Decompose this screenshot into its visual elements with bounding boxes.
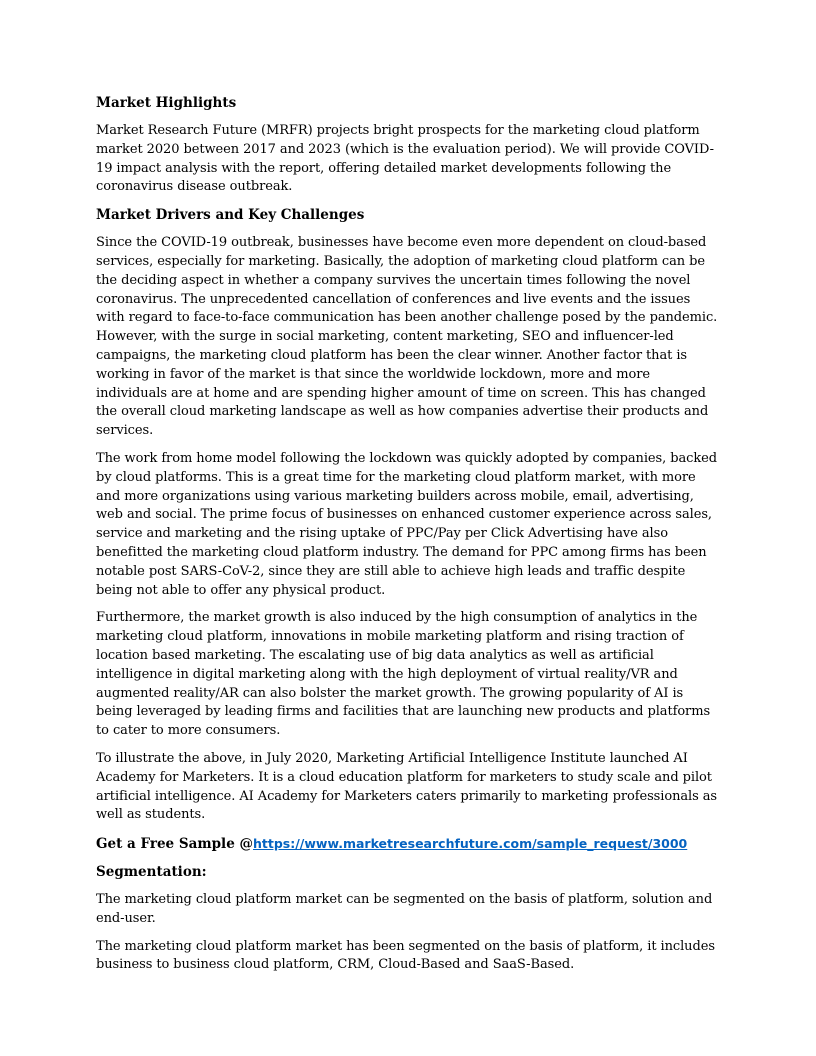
drivers-paragraph-2: The work from home model following the lockdown was quickly adopted by companies, backed by cloud platforms. This is a great time for the marketing cloud platform market, with more and more organizations using various marketing builders across mobile, email, advertising, web and social. The prime focus of businesses on enhanced customer experience across sales, service and marketing and the rising uptake of PPC/Pay per Click Advertising have also benefitted the marketing cloud platform industry. The demand for PPC among firms has been notable post SARS-CoV-2, since they are still able to achieve high leads and traffic despite being not able to offer any physical product. [96,450,717,598]
market-highlights-heading: Market Highlights [96,95,237,111]
market-highlights-paragraph: Market Research Future (MRFR) projects bright prospects for the marketing cloud platform market 2020 between 2017 and 2023 (which is the evaluation period). We will provide COVID-19 impact analysis with the report, offering detailed market developments following the coronavirus disease outbreak. [96,123,714,195]
market-drivers-heading: Market Drivers and Key Challenges [96,207,365,224]
segmentation-paragraph-1: The marketing cloud platform market can be segmented on the basis of platform, solution and end-user. [96,892,713,926]
free-sample-label: Get a Free Sample @ [96,836,253,853]
drivers-paragraph-1: Since the COVID-19 outbreak, businesses have become even more dependent on cloud-based services, especially for marketing. Basically, the adoption of marketing cloud platform can be the deciding aspect in whether a company survives the uncertain times following the novel coronavirus. The unprecedented cancellation of conferences and live events and the issues with regard to face-to-face communication has been another challenge posed by the pandemic. However, with the surge in social marketing, content marketing, SEO and influencer-led campaigns, the marketing cloud platform has been the clear winner. Another factor that is working in favor of the market is that since the worldwide lockdown, more and more individuals are at home and are spending higher amount of time on screen. This has changed the overall cloud marketing landscape as well as how companies advertise their products and services. [96,235,718,439]
drivers-paragraph-3: Furthermore, the market growth is also induced by the high consumption of analytics in the marketing cloud platform, innovations in mobile marketing platform and rising traction of location based marketing. The escalating use of big data analytics as well as artificial intelligence in digital marketing along with the high deployment of virtual reality/VR and augmented reality/AR can also bolster the market growth. The growing popularity of AI is being leveraged by leading firms and facilities that are launching new products and platforms to cater to more consumers. [96,610,711,739]
segmentation-heading: Segmentation: [96,864,207,881]
segmentation-paragraph-2: The marketing cloud platform market has been segmented on the basis of platform, it includes business to business cloud platform, CRM, Cloud-Based and SaaS-Based. [96,938,715,973]
document-page [96,94,720,984]
sample-request-link[interactable]: https://www.marketresearchfuture.com/sample_request/3000 [252,836,688,852]
drivers-paragraph-4: To illustrate the above, in July 2020, Marketing Artificial Intelligence Institute launched AI Academy for Marketers. It is a cloud education platform for marketers to study scale and pilot artificial intelligence. AI Academy for Marketers caters primarily to marketing professionals as well as students. [96,750,718,823]
free-sample-line [96,834,720,854]
